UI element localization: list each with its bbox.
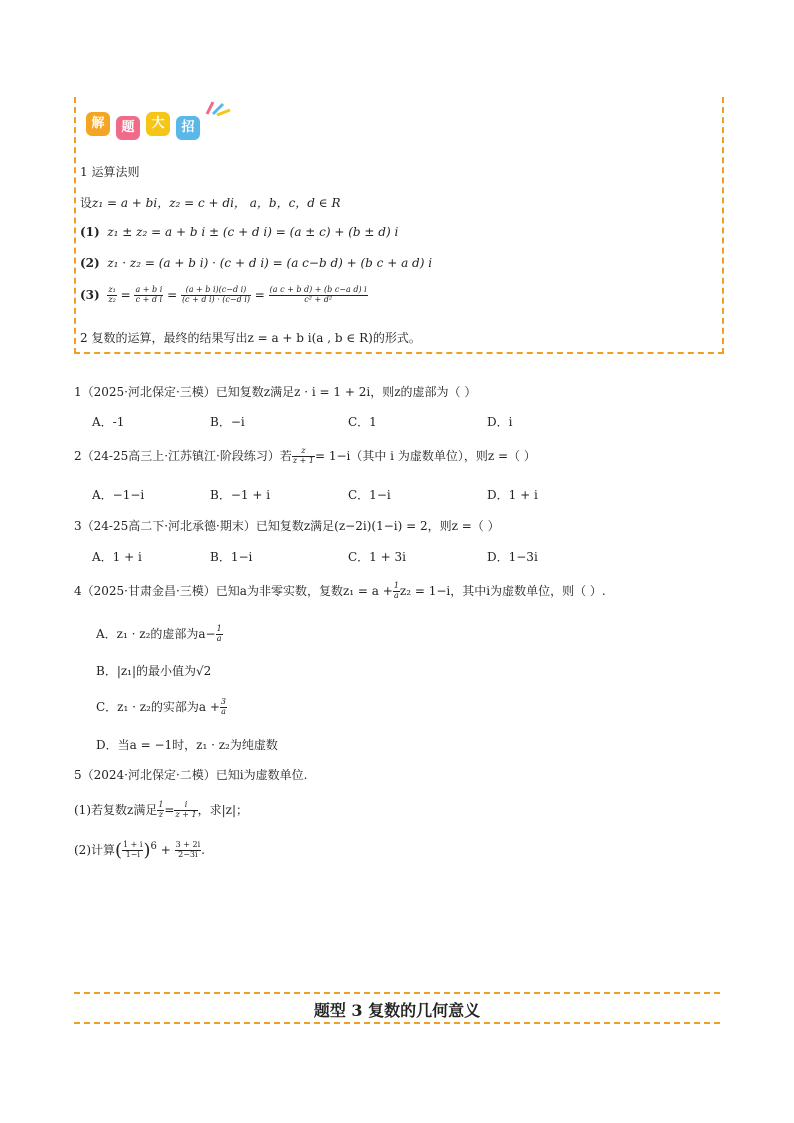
sparkle-icon (205, 98, 233, 116)
section-heading-text: 题型 3 复数的几何意义 (313, 1001, 481, 1020)
q1-option-b: B．−i (210, 415, 245, 429)
tips-point-2: 2 复数的运算，最终的结果写出z = a + b i(a , b ∈ R)的形式。 (80, 331, 421, 345)
q1-option-a: A．-1 (92, 415, 125, 429)
q1-option-c: C．1 (348, 415, 377, 429)
q3-option-a: A．1 + i (92, 550, 142, 564)
q5-part-2: (2)计算( $\frac{1 + i}{1-i}$ )$^6$ + $\frac{3 + 2i}{2-3i}$ . (74, 840, 205, 861)
question-1-stem: 1（2025·河北保定·三模）已知复数z满足z · i = 1 + 2i，则z的虚部为（ ） (74, 385, 477, 399)
rule-2: (2) z₁ · z₂ = (a + b i) · (c + d i) = (a c−b d) + (b c + a d) i (80, 256, 433, 270)
q2-option-b: B．−1 + i (210, 488, 271, 502)
q5-part-1: (1)若复数z满足 $\frac{1}{z}$ = $\frac{i}{z + 1}$ ，求|z|； (74, 800, 248, 819)
q1-option-d: D．i (487, 415, 513, 429)
rule-3: (3) $\frac{\text{z₁}}{\text{z₂}}$ = $\frac{\text{a + b i}}{\text{c + d i}}$ = $\frac{\text{(a + b i)(c−d i)}}{\text{(c + d i) · (c−d i)}}$ = $\frac{\text{(a c + b d) + (b c−a d) i}}{\text{c² + d²}}$ (80, 285, 367, 304)
question-4-stem: 4（2025·甘肃金昌·三模）已知a为非零实数，复数z₁ = a + $\frac{1}{a}$ z₂ = 1−i，其中i为虚数单位，则（ ）. (74, 581, 606, 600)
q4-option-d: D．当a = −1时，z₁ · z₂为纯虚数 (96, 738, 278, 752)
q2-option-a: A．−1−i (92, 488, 145, 502)
q3-option-d: D．1−3i (487, 550, 538, 564)
question-5-stem: 5（2024·河北保定·二模）已知i为虚数单位. (74, 768, 308, 782)
badge-char-1: 解 (86, 112, 110, 136)
badge-char-4: 招 (176, 116, 200, 140)
rule-1: (1) z₁ ± z₂ = a + b i ± (c + d i) = (a ± c) + (b ± d) i (80, 225, 399, 239)
question-2-stem: 2（24-25高三上·江苏镇江·阶段练习）若 $\frac{z}{z + 1}$ = 1−i（其中 i 为虚数单位），则z =（ ） (74, 446, 536, 465)
badge-char-3: 大 (146, 112, 170, 136)
q4-option-c: C．z₁ · z₂的实部为a + $\frac{3}{a}$ (96, 697, 227, 716)
q4-option-a: A．z₁ · z₂的虚部为a− $\frac{1}{a}$ (96, 624, 222, 643)
q4-option-b: B．|z₁|的最小值为√2 (96, 664, 212, 678)
q3-option-b: B．1−i (210, 550, 253, 564)
tips-intro: 设z₁ = a + bi，z₂ = c + di， a，b，c，d ∈ R (80, 196, 341, 210)
tips-title: 1 运算法则 (80, 165, 140, 179)
q2-option-d: D．1 + i (487, 488, 538, 502)
badge-char-2: 题 (116, 116, 140, 140)
q2-option-c: C．1−i (348, 488, 391, 502)
section-heading (74, 990, 720, 1026)
question-3-stem: 3（24-25高二下·河北承德·期末）已知复数z满足(z−2i)(1−i) = 2，则z =（ ） (74, 519, 500, 533)
q3-option-c: C．1 + 3i (348, 550, 406, 564)
